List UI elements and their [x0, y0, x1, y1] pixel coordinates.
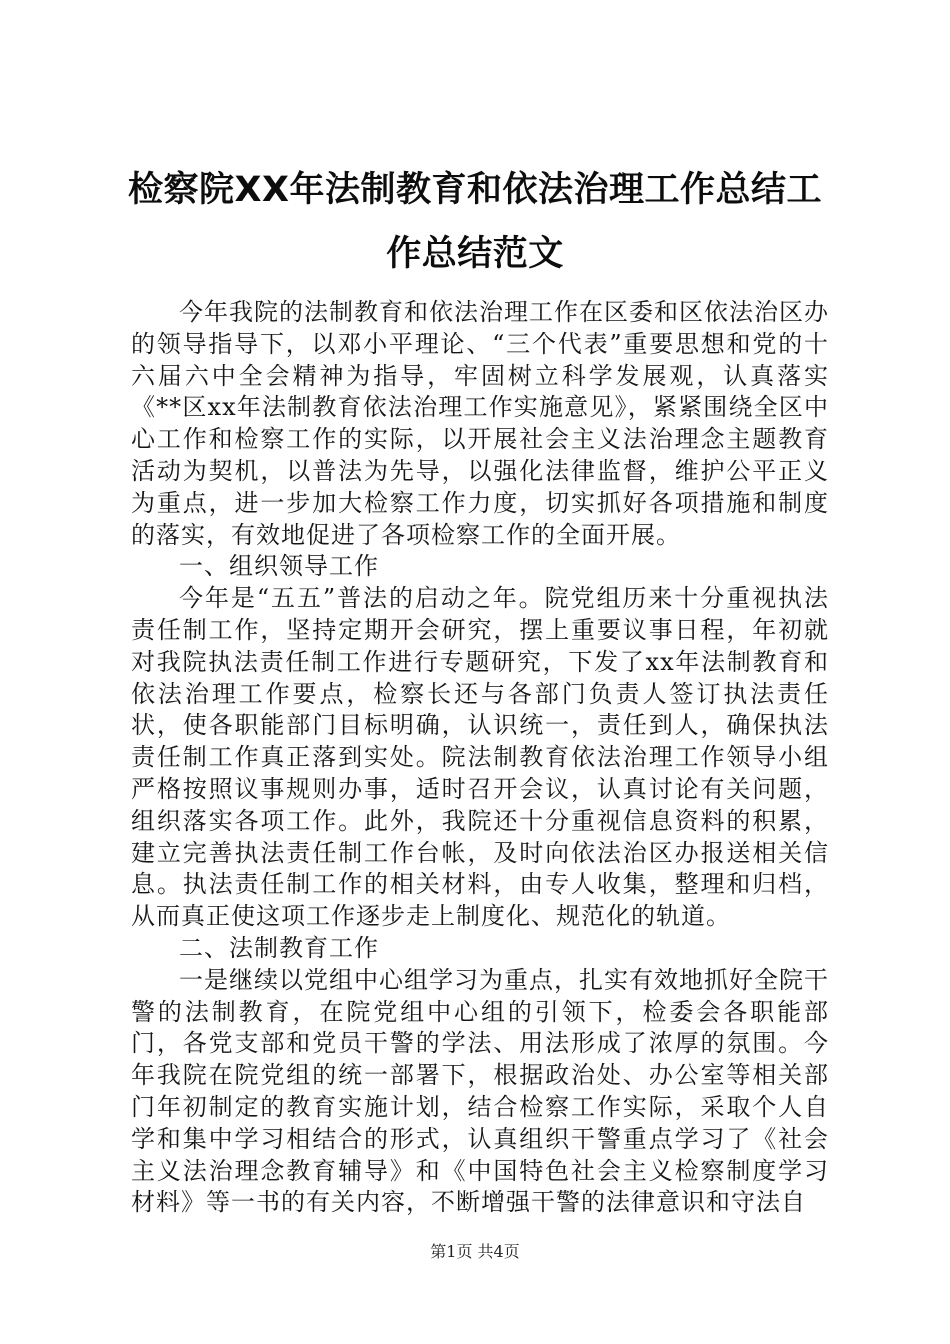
organization-paragraph: 今年是“五五”普法的启动之年。院党组历来十分重视执法责任制工作，坚持定期开会研究，摆上重要议事日程，年初就对我院执法责任制工作进行专题研究，下发了xx年法制教育和依法治理工作要点，检察长还与各部门负责人签订执法责任状，使各职能部门目标明确，认识统一，责任到人，确保执法责任制工作真正落到实处。院法制教育依法治理工作领导小组严格按照议事规则办事，适时召开会议，认真讨论有关问题，组织落实各项工作。此外，我院还十分重视信息资料的积累，建立完善执法责任制工作台帐，及时向依法治区办报送相关信息。执法责任制工作的相关材料，由专人收集，整理和归档，从而真正使这项工作逐步走上制度化、规范化的轨道。: [131, 584, 829, 931]
section-heading-education: 二、法制教育工作: [179, 933, 379, 962]
document-body: [131, 297, 829, 1219]
section-heading-organization: 一、组织领导工作: [179, 552, 379, 581]
document-title: 检察院XX年法制教育和依法治理工作总结工作总结范文: [128, 170, 822, 274]
education-paragraph: 一是继续以党组中心组学习为重点，扎实有效地抓好全院干警的法制教育，在院党组中心组的引领下，检委会各职能部门，各党支部和党员干警的学法、用法形成了浓厚的氛围。今年我院在院党组的统一部署下，根据政治处、办公室等相关部门年初制定的教育实施计划，结合检察工作实际，采取个人自学和集中学习相结合的形式，认真组织干警重点学习了《社会主义法治理念教育辅导》和《中国特色社会主义检察制度学习材料》等一书的有关内容，不断增强干警的法律意识和守法自: [131, 965, 829, 1217]
intro-paragraph: 今年我院的法制教育和依法治理工作在区委和区依法治区办的领导指导下，以邓小平理论、“三个代表”重要思想和党的十六届六中全会精神为指导，牢固树立科学发展观，认真落实《**区xx年法制教育依法治理工作实施意见》，紧紧围绕全区中心工作和检察工作的实际，以开展社会主义法治理念主题教育活动为契机，以普法为先导，以强化法律监督，维护公平正义为重点，进一步加大检察工作力度，切实抓好各项措施和制度的落实，有效地促进了各项检察工作的全面开展。: [131, 298, 829, 549]
page-footer: 第1页 共4页: [430, 1242, 520, 1261]
